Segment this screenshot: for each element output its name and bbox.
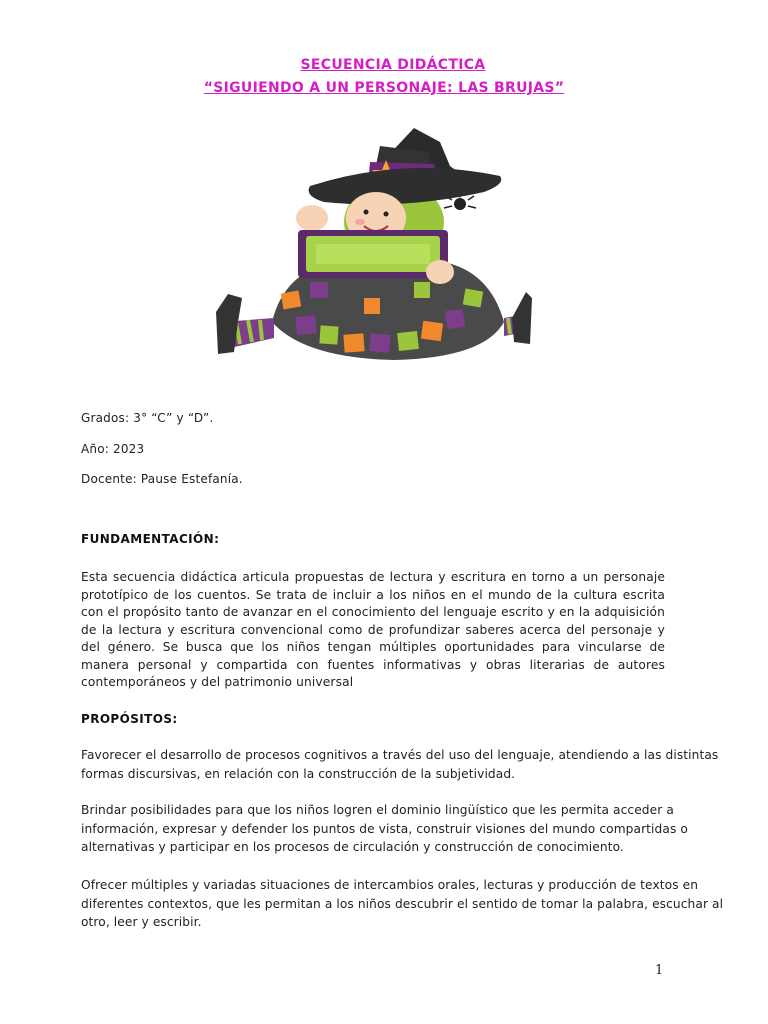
anio-line: Año: 2023 [81,442,145,456]
witch-illustration [214,122,532,368]
propositos-heading: PROPÓSITOS: [81,712,178,726]
fundamentacion-heading: FUNDAMENTACIÓN: [81,532,220,546]
fundamentacion-paragraph: Esta secuencia didáctica articula propuestas de lectura y escritura en torno a un personaje prototípico de los cuentos. Se trata de incluir a los niños en el mundo de la cultura escrita con el propósito tanto de avanzar en el conocimiento del lenguaje escrito y en la adquisición de la lectura y escritura convencional como de profundizar saberes acerca del personaje y del género. Se busca que los niños tengan múltiples oportunidades para vincularse de manera personal y compartida con fuentes informativas y obras literarias de autores contemporáneos y del patrimonio universal [81,570,665,689]
grados-line: Grados: 3° “C” y “D”. [81,411,214,425]
page-number: 1 [655,963,664,978]
proposito-item-2: Brindar posibilidades para que los niños logren el dominio lingüístico que les permita acceder a información, expresar y defender los puntos de vista, construir visiones del mundo compartidas o alternativas y participar en los procesos de circulación y construcción de conocimiento. [81,803,688,854]
proposito-item-1: Favorecer el desarrollo de procesos cognitivos a través del uso del lenguaje, atendiendo a las distintas formas discursivas, en relación con la construcción de la subjetividad. [81,748,719,781]
document-title: SECUENCIA DIDÁCTICA [300,57,486,73]
docente-line: Docente: Pause Estefanía. [81,472,243,486]
proposito-item-3: Ofrecer múltiples y variadas situaciones de intercambios orales, lecturas y producción de textos en diferentes contextos, que les permitan a los niños descubrir el sentido de tomar la palabra, escuchar al otro, leer y escribir. [81,878,724,929]
document-subtitle: “SIGUIENDO A UN PERSONAJE: LAS BRUJAS” [203,80,565,96]
